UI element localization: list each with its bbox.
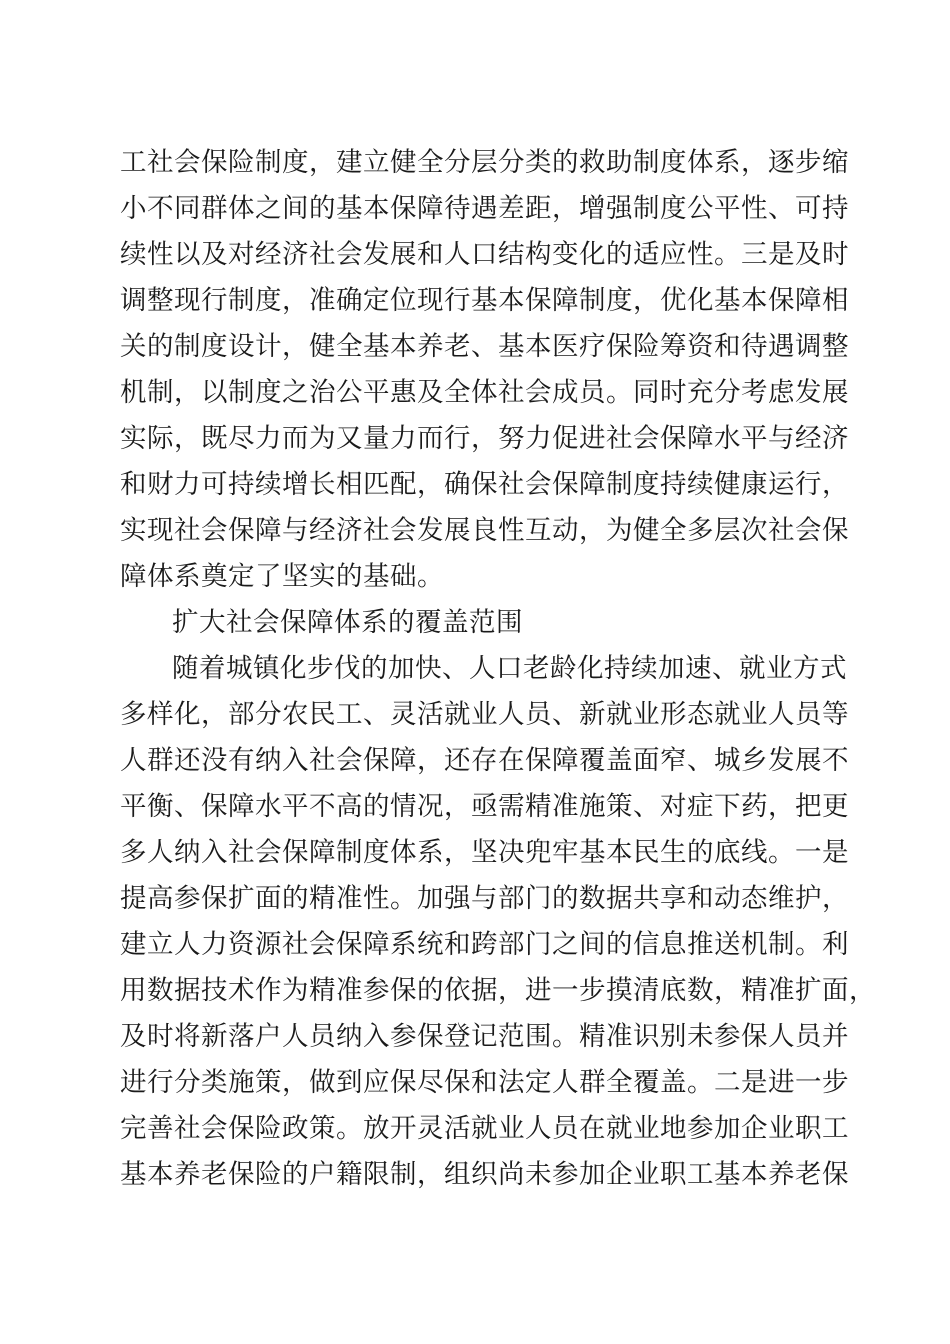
text-line: 提高参保扩面的精准性。加强与部门的数据共享和动态维护， <box>120 883 849 914</box>
text-line: 关的制度设计，健全基本养老、基本医疗保险筹资和待遇调整 <box>120 331 849 362</box>
text-line: 小不同群体之间的基本保障待遇差距，增强制度公平性、可持 <box>120 193 849 224</box>
text-line: 实现社会保障与经济社会发展良性互动，为健全多层次社会保 <box>120 515 849 546</box>
text-line: 平衡、保障水平不高的情况，亟需精准施策、对症下药，把更 <box>120 791 849 822</box>
text-line: 续性以及对经济社会发展和人口结构变化的适应性。三是及时 <box>120 239 849 270</box>
text-line: 机制，以制度之治公平惠及全体社会成员。同时充分考虑发展 <box>120 377 849 408</box>
section-heading: 扩大社会保障体系的覆盖范围 <box>172 607 523 638</box>
text-line: 基本养老保险的户籍限制，组织尚未参加企业职工基本养老保 <box>120 1159 849 1190</box>
text-line: 人群还没有纳入社会保障，还存在保障覆盖面窄、城乡发展不 <box>120 745 849 776</box>
text-line: 工社会保险制度，建立健全分层分类的救助制度体系，逐步缩 <box>120 147 849 178</box>
paragraph-first-line: 随着城镇化步伐的加快、人口老龄化持续加速、就业方式 <box>172 653 847 684</box>
text-line: 障体系奠定了坚实的基础。 <box>120 561 444 592</box>
text-line: 建立人力资源社会保障系统和跨部门之间的信息推送机制。利 <box>120 929 849 960</box>
text-line: 完善社会保险政策。放开灵活就业人员在就业地参加企业职工 <box>120 1113 849 1144</box>
text-line: 和财力可持续增长相匹配，确保社会保障制度持续健康运行， <box>120 469 849 500</box>
text-line: 实际，既尽力而为又量力而行，努力促进社会保障水平与经济 <box>120 423 849 454</box>
text-line: 多人纳入社会保障制度体系，坚决兜牢基本民生的底线。一是 <box>120 837 849 868</box>
text-line: 多样化，部分农民工、灵活就业人员、新就业形态就业人员等 <box>120 699 849 730</box>
text-line: 及时将新落户人员纳入参保登记范围。精准识别未参保人员并 <box>120 1021 849 1052</box>
text-line: 用数据技术作为精准参保的依据，进一步摸清底数，精准扩面， <box>120 975 876 1006</box>
text-line: 进行分类施策，做到应保尽保和法定人群全覆盖。二是进一步 <box>120 1067 849 1098</box>
text-line: 调整现行制度，准确定位现行基本保障制度，优化基本保障相 <box>120 285 849 316</box>
